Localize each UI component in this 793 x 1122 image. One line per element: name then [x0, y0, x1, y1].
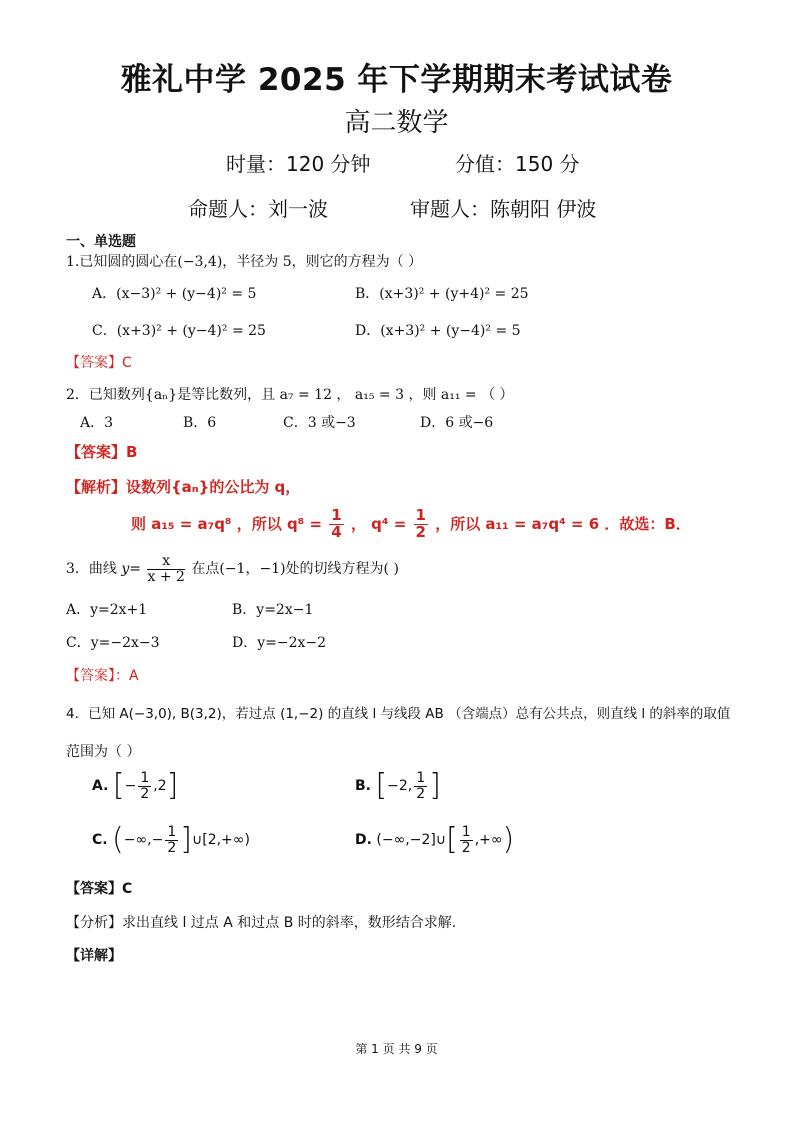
q4-c-frac-num: 1 — [167, 823, 177, 840]
exam-reviewer: 审题人：陈朝阳 伊波 — [410, 197, 597, 221]
exam-author: 命题人：刘一波 — [188, 197, 328, 221]
q4-option-c-post: ∪[2,+∞) — [191, 832, 250, 848]
q3-fraction — [147, 554, 184, 584]
q4-option-c: C. (−∞,− $\frac{1}{2}$ ]∪[2,+∞) — [92, 822, 250, 857]
q4-option-c-frac — [165, 825, 178, 855]
q2-frac-a-num: 1 — [331, 506, 342, 525]
exam-subject: 高二数学 — [344, 108, 449, 138]
q3-answer: 【答案】：A — [66, 668, 139, 684]
q4-d-frac-num: 1 — [461, 823, 471, 840]
q4-option-d-frac — [460, 825, 473, 855]
exam-score: 分值：150 分 — [455, 152, 580, 176]
q4-option-a-label: A. — [92, 778, 109, 794]
q2-analysis-line2 — [131, 505, 691, 543]
q2-option-c: C．3 或−3 — [283, 415, 356, 431]
q2-fraction-half — [414, 508, 428, 541]
q1-stem: 1.已知圆的圆心在(−3,4)，半径为 5，则它的方程为（ ） — [66, 254, 423, 270]
q2-option-b: B．6 — [183, 415, 217, 431]
q3-option-d: D．y=−2x−2 — [232, 635, 327, 651]
section-heading: 一、单选题 — [66, 234, 136, 250]
q4-b-frac-den: 2 — [416, 785, 426, 802]
q3-option-b: B．y=2x−1 — [232, 602, 314, 618]
q4-option-d: D. (−∞,−2]∪[ $\frac{1}{2}$ ,+∞) — [355, 822, 515, 857]
q3-stem-pre: 3．曲线 — [66, 561, 117, 577]
q4-detail: 【详解】 — [66, 948, 122, 964]
q2-answer-value: B — [126, 443, 138, 461]
q3-frac-num: x — [147, 554, 184, 570]
q1-option-c: C．(x+3)² + (y−4)² = 25 — [92, 323, 266, 339]
q4-c-frac-den: 2 — [167, 839, 177, 856]
q4-option-a-mid: ,2 — [153, 778, 167, 794]
q4-option-c-pre: −∞,− — [123, 832, 164, 848]
q1-answer: 【答案】C — [66, 355, 132, 371]
q4-option-d-label: D. — [355, 832, 372, 848]
q4-analysis: 【分析】求出直线 l 过点 A 和过点 B 时的斜率，数形结合求解. — [66, 915, 457, 931]
q4-option-d-pre: (−∞,−2]∪ — [376, 832, 447, 848]
q2-analysis-part-a: 则 a₁₅ = a₇q⁸ ，所以 q⁸ = — [131, 515, 323, 533]
q2-fraction-quarter — [329, 508, 343, 541]
q4-option-a-frac — [138, 771, 151, 801]
q2-stem: 2．已知数列{aₙ}是等比数列，且 a₇ = 12 ， a₁₅ = 3 ，则 a₁₁ = （ ） — [66, 387, 514, 403]
exam-title: 雅礼中学 2025 年下学期期末考试试卷 — [120, 62, 673, 98]
q4-d-frac-den: 2 — [461, 839, 471, 856]
q1-option-b: B．(x+3)² + (y+4)² = 25 — [355, 286, 529, 302]
exam-time: 时量：120 分钟 — [226, 152, 371, 176]
q2-answer-tag: 【答案】 — [66, 443, 127, 461]
q3-stem-y: y= — [121, 561, 142, 577]
q2-frac-b-num: 1 — [415, 506, 426, 525]
q1-option-d: D．(x+3)² + (y−4)² = 5 — [355, 323, 521, 339]
q2-option-a: A．3 — [80, 415, 114, 431]
q3-stem-post: 在点(−1，−1)处的切线方程为( ) — [191, 561, 399, 577]
q4-option-b-label: B. — [355, 778, 371, 794]
q4-stem-line2: 范围为（ ） — [66, 744, 141, 760]
q4-stem-line1: 4．已知 A(−3,0), B(3,2)，若过点 (1,−2) 的直线 l 与线段 AB （含端点）总有公共点，则直线 l 的斜率的取值 — [66, 706, 731, 722]
q2-analysis-part-c: ，所以 a₁₁ = a₇q⁴ = 6 ．故选：B． — [435, 515, 691, 533]
q3-stem — [66, 549, 399, 589]
q3-option-c: C．y=−2x−3 — [66, 635, 160, 651]
q2-answer — [66, 441, 137, 462]
q4-option-b: B. [−2, $\frac{1}{2}$ ] — [355, 768, 441, 803]
q2-frac-b-den: 2 — [415, 523, 426, 541]
q4-option-a-neg: − — [124, 778, 137, 794]
q3-frac-den: x + 2 — [147, 568, 185, 585]
q4-option-a: A. [− $\frac{1}{2}$ ,2] — [92, 768, 179, 803]
q3-option-a: A．y=2x+1 — [66, 602, 148, 618]
q2-option-d: D．6 或−6 — [420, 415, 494, 431]
q4-option-d-post: ,+∞ — [474, 832, 503, 848]
q2-frac-a-den: 4 — [331, 523, 342, 541]
q4-option-b-pre: −2, — [387, 778, 413, 794]
q4-b-frac-num: 1 — [416, 769, 426, 786]
q4-answer: 【答案】C — [66, 881, 133, 897]
q4-a-frac-den: 2 — [140, 785, 150, 802]
q2-analysis-line1: 【解析】设数列{aₙ}的公比为 q， — [66, 478, 301, 496]
q4-option-c-label: C. — [92, 832, 108, 848]
q4-a-frac-num: 1 — [140, 769, 150, 786]
q2-analysis-part-b: ， q⁴ = — [350, 515, 407, 533]
q1-option-a: A．(x−3)² + (y−4)² = 5 — [92, 286, 257, 302]
page-number: 第 1 页 共 9 页 — [355, 1042, 438, 1056]
q4-option-b-frac — [414, 771, 427, 801]
